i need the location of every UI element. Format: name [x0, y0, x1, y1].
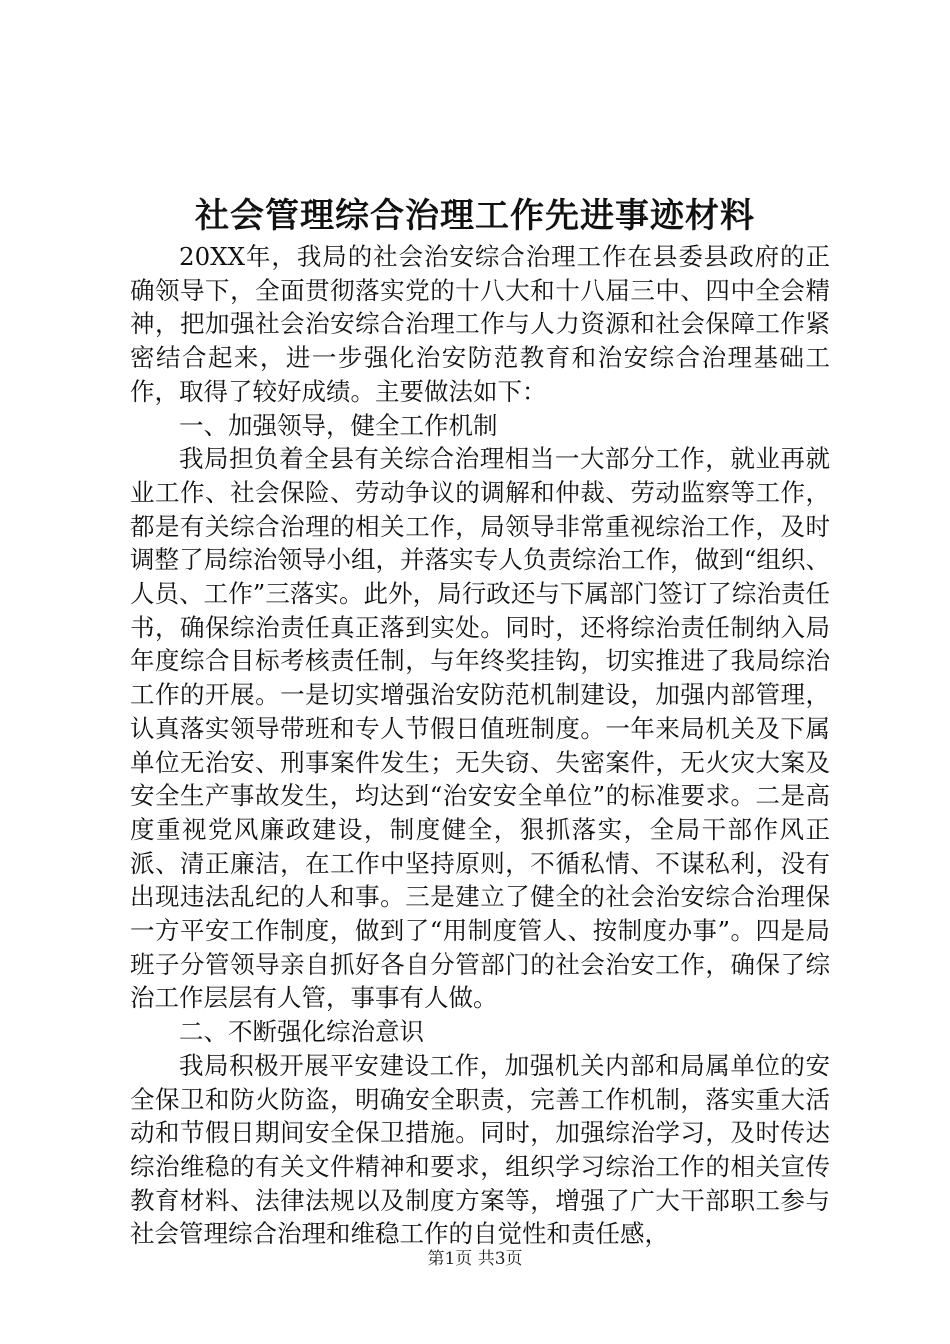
section-heading-1: 一、加强领导，健全工作机制 — [179, 410, 498, 440]
page-footer: 第1页 共3页 — [427, 1249, 523, 1269]
section-heading-2: 二、不断强化综治意识 — [179, 1017, 424, 1047]
document-title: 社会管理综合治理工作先进事迹材料 — [195, 196, 755, 236]
document-body — [130, 240, 830, 1251]
paragraph-section-2: 我局积极开展平安建设工作，加强机关内部和局属单位的安全保卫和防火防盗，明确安全职责，完善工作机制，落实重大活动和节假日期间安全保卫措施。同时，加强综治学习，及时传达综治维稳的有关文件精神和要求，组织学习综治工作的相关宣传教育材料、法律法规以及制度方案等，增强了广大干部职工参与社会管理综合治理和维稳工作的自觉性和责任感， — [130, 1050, 830, 1249]
paragraph-intro: 20XX年，我局的社会治安综合治理工作在县委县政府的正确领导下，全面贯彻落实党的十八大和十八届三中、四中全会精神，把加强社会治安综合治理工作与人力资源和社会保障工作紧密结合起来，进一步强化治安防范教育和治安综合治理基础工作，取得了较好成绩。主要做法如下： — [130, 242, 830, 406]
paragraph-section-1: 我局担负着全县有关综合治理相当一大部分工作，就业再就业工作、社会保险、劳动争议的调解和仲裁、劳动监察等工作，都是有关综合治理的相关工作，局领导非常重视综治工作，及时调整了局综治领导小组，并落实专人负责综治工作，做到“组织、人员、工作”三落实。此外，局行政还与下属部门签订了综治责任书，确保综治责任真正落到实处。同时，还将综治责任制纳入局年度综合目标考核责任制，与年终奖挂钩，切实推进了我局综治工作的开展。一是切实增强治安防范机制建设，加强内部管理，认真落实领导带班和专人节假日值班制度。一年来局机关及下属单位无治安、刑事案件发生；无失窃、失密案件，无火灾大案及安全生产事故发生，均达到“治安安全单位”的标准要求。二是高度重视党风廉政建设，制度健全，狠抓落实，全局干部作风正派、清正廉洁，在工作中坚持原则，不循私情、不谋私利，没有出现违法乱纪的人和事。三是建立了健全的社会治安综合治理保一方平安工作制度，做到了“用制度管人、按制度办事”。四是局班子分管领导亲自抓好各自分管部门的社会治安工作，确保了综治工作层层有人管，事事有人做。 — [130, 444, 830, 1013]
